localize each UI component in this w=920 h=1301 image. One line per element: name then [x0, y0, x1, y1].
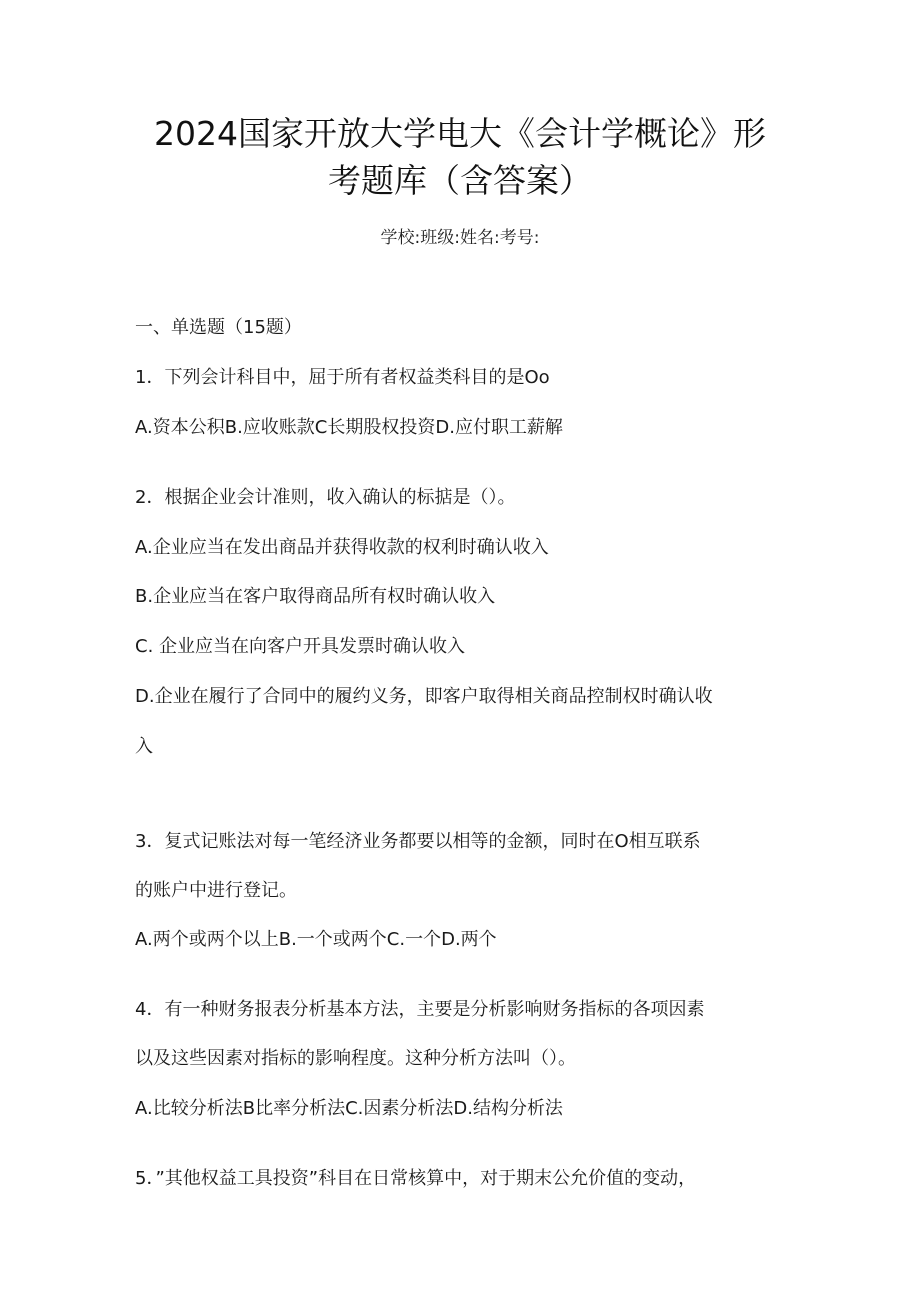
question-3-stem-line-2: 的账户中进行登记。	[135, 880, 297, 901]
question-3-options: A.两个或两个以上B.一个或两个C.一个D.两个	[135, 929, 497, 950]
question-2-option-d-continued: 入	[135, 736, 153, 757]
question-5-stem: 5．”其他权益工具投资”科目在日常核算中，对于期末公允价值的变动，	[135, 1168, 697, 1189]
document-title-line-1: 2024国家开放大学电大《会计学概论》形	[154, 114, 766, 153]
question-3-stem-line-1: 3．复式记账法对每一笔经济业务都要以相等的金额，同时在O相互联系	[135, 831, 701, 852]
document-title-line-2: 考题库（含答案）	[328, 161, 592, 200]
question-2-option-a: A.企业应当在发出商品并获得收款的权利时确认收入	[135, 537, 549, 558]
question-2-option-d: D.企业在履行了合同中的履约义务，即客户取得相关商品控制权时确认收	[135, 686, 713, 707]
question-2-option-c: C. 企业应当在向客户开具发票时确认收入	[135, 636, 466, 657]
question-2-option-b: B.企业应当在客户取得商品所有权时确认收入	[135, 586, 496, 607]
question-2-stem: 2．根据企业会计准则，收入确认的标掂是（）。	[135, 487, 516, 508]
section-header: 一、单选题（15题）	[135, 317, 302, 338]
question-4-options: A.比较分析法B比率分析法C.因素分析法D.结构分析法	[135, 1098, 563, 1119]
question-1-stem: 1．下列会计科目中，屈于所有者权益类科目的是Oo	[135, 367, 550, 388]
student-info-line: 学校:班级:姓名:考号:	[380, 228, 540, 248]
question-4-stem-line-1: 4．有一种财务报表分析基本方法，主要是分析影响财务指标的各项因素	[135, 999, 705, 1020]
question-1-options: A.资本公积B.应收账款C长期股权投资D.应付职工薪解	[135, 417, 563, 438]
question-4-stem-line-2: 以及这些因素对指标的影响程度。这种分析方法叫（）。	[135, 1048, 576, 1069]
